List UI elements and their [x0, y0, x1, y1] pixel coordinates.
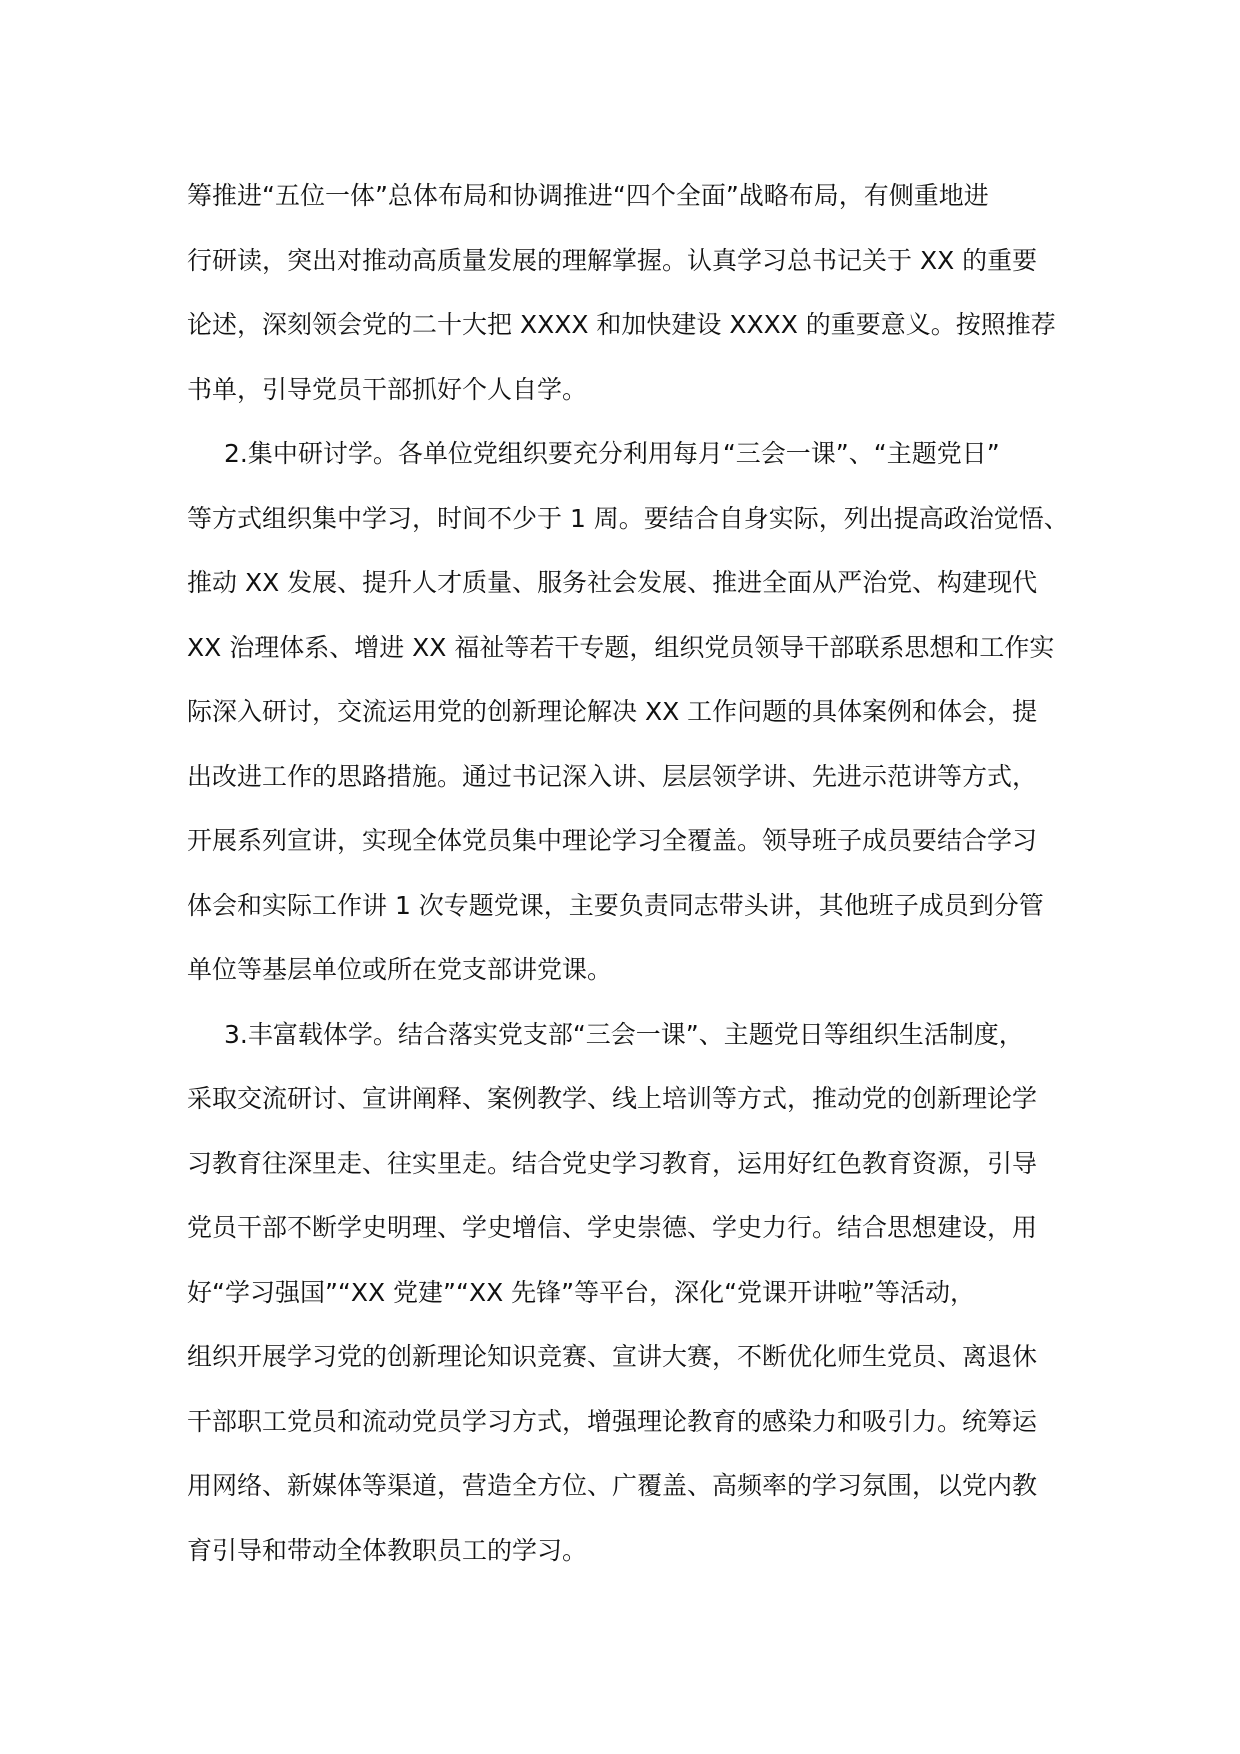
text-line: 筹推进“五位一体”总体布局和协调推进“四个全面”战略布局，有侧重地进 [187, 181, 989, 210]
text-line: 出改进工作的思路措施。通过书记深入讲、层层领学讲、先进示范讲等方式， [187, 761, 1038, 791]
text-line: 3.丰富载体学。结合落实党支部“三会一课”、主题党日等组织生活制度， [224, 1019, 1024, 1049]
text-line: 组织开展学习党的创新理论知识竞赛、宣讲大赛，不断优化师生党员、离退休 [187, 1342, 1038, 1371]
text-line: 体会和实际工作讲 1 次专题党课，主要负责同志带头讲，其他班子成员到分管 [187, 890, 1044, 920]
text-line: 党员干部不断学史明理、学史增信、学史崇德、学史力行。结合思想建设，用 [187, 1213, 1038, 1242]
paragraph-enriched-carriers [187, 1003, 1072, 1584]
text-line: 书单，引导党员干部抓好个人自学。 [187, 374, 588, 404]
text-line: 2.集中研讨学。各单位党组织要充分利用每月“三会一课”、“主题党日” [224, 439, 1000, 468]
paragraph-self-study [187, 164, 1072, 422]
text-line: 育引导和带动全体教职员工的学习。 [187, 1535, 588, 1565]
text-line: 单位等基层单位或所在党支部讲党课。 [187, 955, 613, 984]
text-line: 等方式组织集中学习，时间不少于 1 周。要结合自身实际，列出提高政治觉悟、 [187, 503, 1069, 533]
paragraph-centralized-study [187, 422, 1072, 1003]
text-line: XX 治理体系、增进 XX 福祉等若干专题，组织党员领导干部联系思想和工作实 [187, 632, 1055, 662]
text-line: 行研读，突出对推动高质量发展的理解掌握。认真学习总书记关于 XX 的重要 [187, 245, 1038, 275]
text-line: 论述，深刻领会党的二十大把 XXXX 和加快建设 XXXX 的重要意义。按照推荐 [187, 310, 1056, 339]
document-body [187, 164, 1072, 1583]
text-line: 干部职工党员和流动党员学习方式，增强理论教育的感染力和吸引力。统筹运 [187, 1406, 1038, 1436]
text-line: 好“学习强国”“XX 党建”“XX 先锋”等平台，深化“党课开讲啦”等活动， [187, 1277, 976, 1307]
text-line: 采取交流研讨、宣讲阐释、案例教学、线上培训等方式，推动党的创新理论学 [187, 1084, 1038, 1113]
text-line: 开展系列宣讲，实现全体党员集中理论学习全覆盖。领导班子成员要结合学习 [187, 826, 1038, 855]
text-line: 推动 XX 发展、提升人才质量、服务社会发展、推进全面从严治党、构建现代 [187, 568, 1038, 597]
text-line: 用网络、新媒体等渠道，营造全方位、广覆盖、高频率的学习氛围，以党内教 [187, 1471, 1038, 1500]
text-line: 际深入研讨，交流运用党的创新理论解决 XX 工作问题的具体案例和体会，提 [187, 697, 1038, 726]
text-line: 习教育往深里走、往实里走。结合党史学习教育，运用好红色教育资源，引导 [187, 1148, 1038, 1178]
